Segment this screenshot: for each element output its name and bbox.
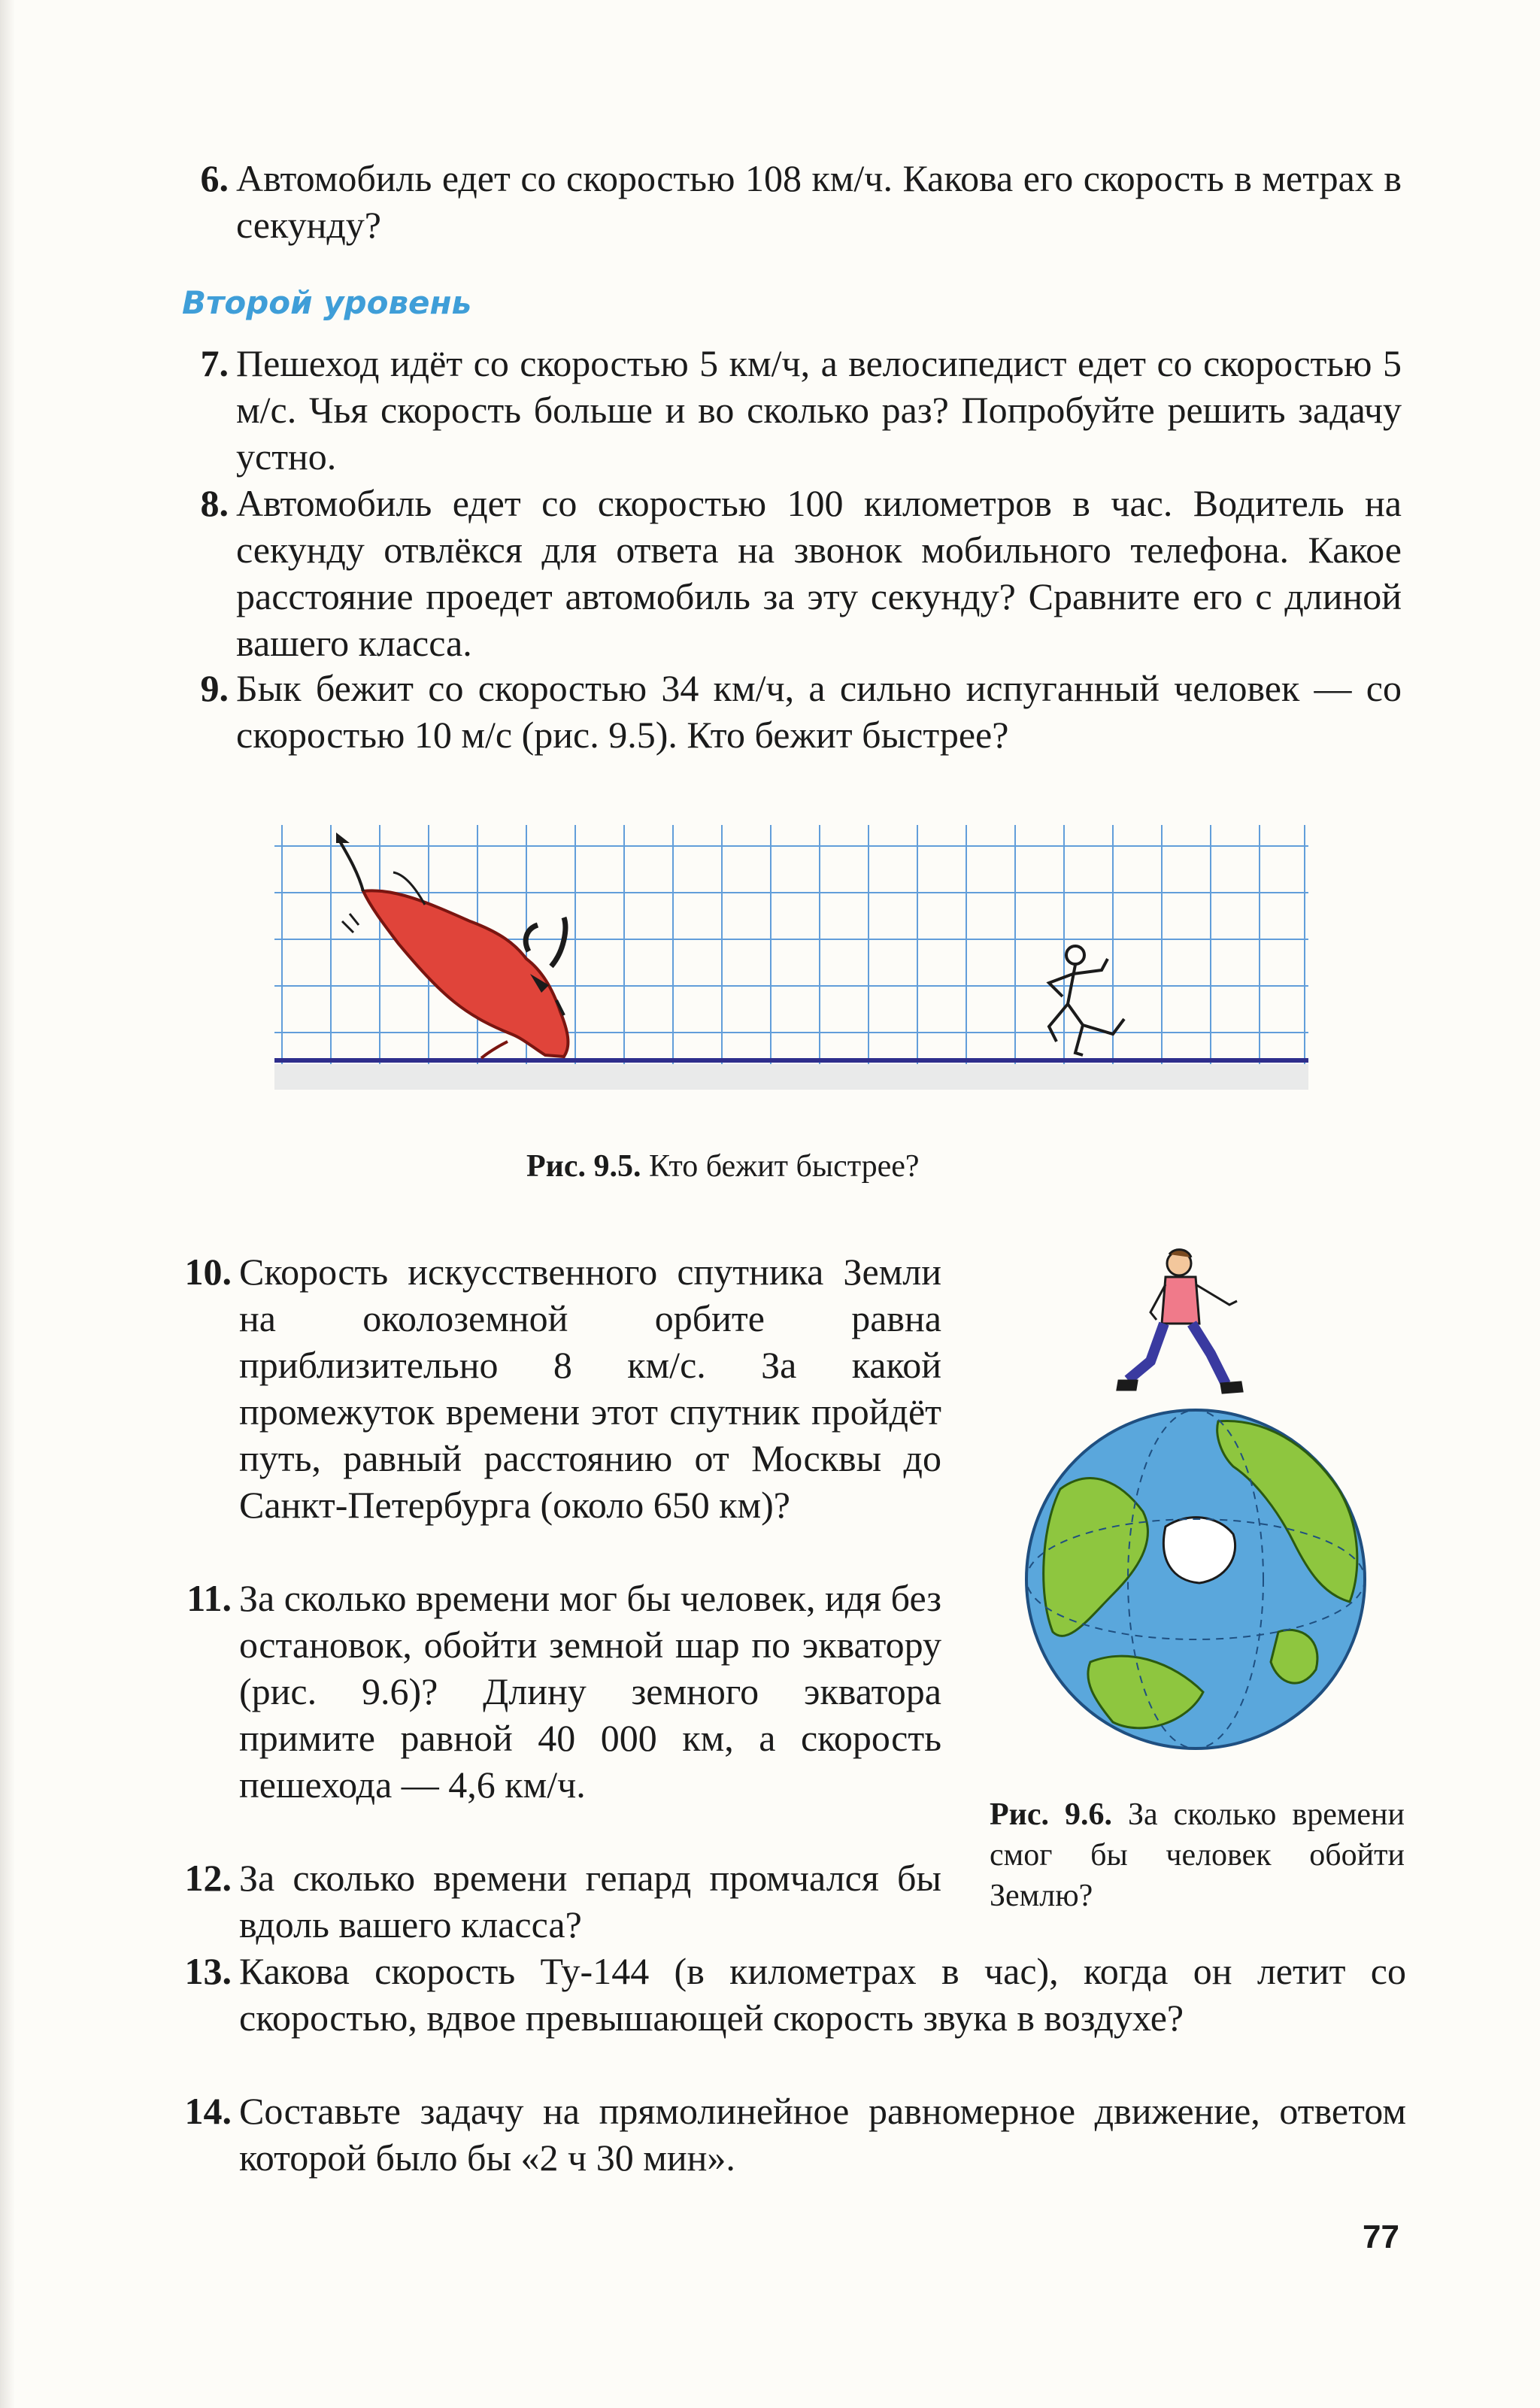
problem-number: 9. <box>200 667 229 709</box>
problem-7 <box>200 340 1402 480</box>
problem-text: Автомобиль едет со скоростью 100 километров в час. Водитель на секунду отвлёкся для ответа на звонок мобильного телефона. Какое расстояние проедет автомобиль за эту секунду? Сравните его с длиной вашего класса. <box>236 482 1402 664</box>
problem-text: Пешеход идёт со скоростью 5 км/ч, а велосипедист едет со скоростью 5 м/с. Чья скорость больше и во сколько раз? Попробуйте решить задачу устно. <box>236 342 1402 478</box>
problem-text: Скорость искусственного спутника Земли на околоземной орбите равна приблизительно 8 км/с. За какой промежуток времени этот спутник пройдёт путь, равный расстоянию от Москвы до Санкт-Петербурга (около 650 км)? <box>239 1251 941 1526</box>
walker-on-globe <box>1117 1250 1242 1393</box>
problem-11 <box>186 1575 941 1808</box>
problem-number: 13. <box>184 1950 232 1992</box>
bull-drawing <box>336 832 568 1058</box>
problem-number: 8. <box>200 482 229 524</box>
problem-number: 11. <box>186 1577 232 1619</box>
problem-number: 14. <box>184 2090 232 2132</box>
figure-label: Рис. 9.6. <box>990 1797 1112 1832</box>
figure-9-5-caption <box>526 1146 1053 1187</box>
figure-caption-text: Кто бежит быстрее? <box>649 1149 920 1184</box>
problem-14 <box>184 2088 1406 2181</box>
problem-text: Какова скорость Ту-144 (в километрах в час), когда он летит со скоростью, вдвое превышающей скорость звука в воздухе? <box>239 1950 1406 2039</box>
problem-12 <box>184 1855 941 1948</box>
figure-9-6-globe-walker <box>1008 1241 1384 1752</box>
problem-number: 6. <box>200 157 229 199</box>
problem-9 <box>200 665 1402 758</box>
problem-10 <box>184 1248 941 1528</box>
problem-text: Бык бежит со скоростью 34 км/ч, а сильно испуганный человек — со скоростью 10 м/с (рис. 9.5). Кто бежит быстрее? <box>236 667 1402 756</box>
page-edge-shadow <box>0 0 15 2408</box>
grid-bottom-strip <box>274 1064 1308 1090</box>
problem-6 <box>200 155 1402 248</box>
problem-8 <box>200 480 1402 666</box>
problem-number: 12. <box>184 1857 232 1899</box>
problem-text: За сколько времени мог бы человек, идя без остановок, обойти земной шар по экватору (рис. 9.6)? Длину земного экватора примите равной 40 000 км, а скорость пешехода — 4,6 км/ч. <box>239 1577 941 1806</box>
problem-text: За сколько времени гепард промчался бы вдоль вашего класса? <box>239 1857 941 1946</box>
figure-label: Рис. 9.5. <box>526 1149 641 1184</box>
figure-9-6-caption <box>990 1794 1405 1916</box>
problem-text: Автомобиль едет со скоростью 108 км/ч. Какова его скорость в метрах в секунду? <box>236 157 1402 246</box>
page-number: 77 <box>1363 2218 1399 2255</box>
globe <box>1026 1410 1365 1748</box>
problem-text: Составьте задачу на прямолинейное равномерное движение, ответом которой было бы «2 ч 30 мин». <box>239 2090 1406 2179</box>
section-heading-level-2: Второй уровень <box>182 284 472 321</box>
problem-13 <box>184 1948 1406 2041</box>
figure-9-5-bull-and-man <box>267 816 1316 1102</box>
problem-number: 7. <box>200 342 229 384</box>
problem-number: 10. <box>184 1251 232 1293</box>
figure-caption-text: За сколько времени смог бы человек обойти Землю? <box>990 1797 1405 1913</box>
